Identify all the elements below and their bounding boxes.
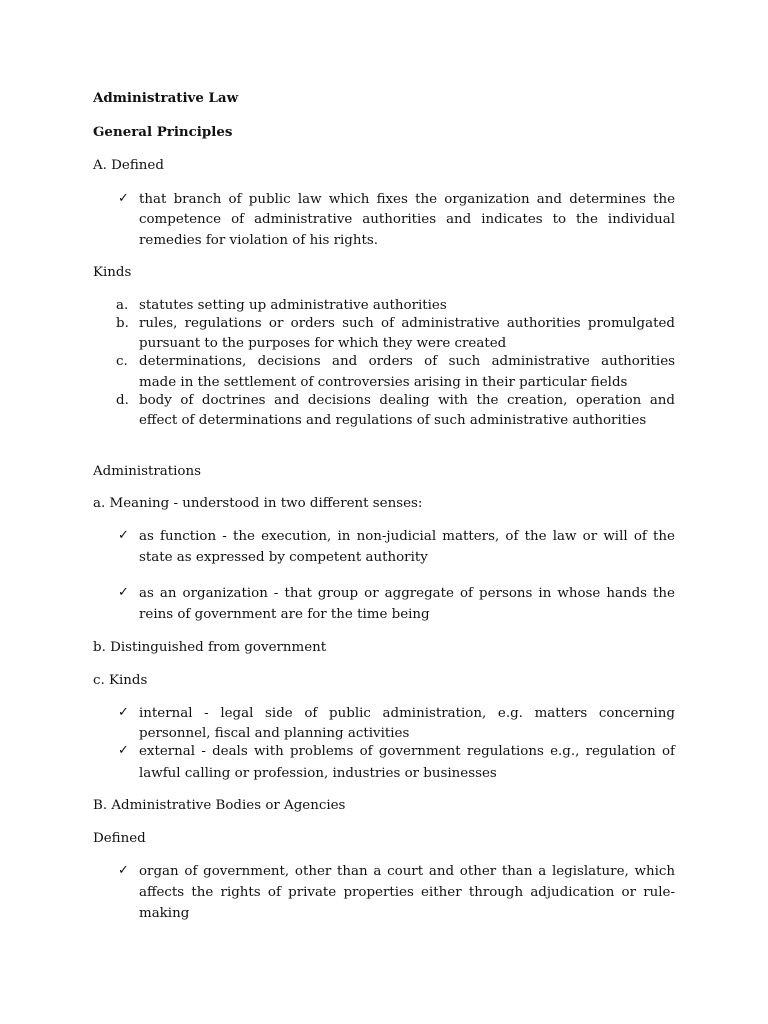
- kinds-heading: Kinds: [93, 265, 132, 280]
- kinds-subheading: c. Kinds: [93, 673, 148, 688]
- agency-definition-line: making: [139, 906, 190, 921]
- list-item-line: rules, regulations or orders such of administrative authorities promulgated: [139, 316, 675, 331]
- list-item-line: determinations, decisions and orders of such administrative authorities: [139, 354, 675, 369]
- list-letter: b.: [116, 316, 129, 331]
- list-letter: c.: [116, 354, 128, 369]
- meaning-line: state as expressed by competent authority: [139, 550, 428, 565]
- list-item-line: body of doctrines and decisions dealing with the creation, operation and: [139, 393, 675, 408]
- list-item-line: made in the settlement of controversies arising in their particular fields: [139, 375, 628, 390]
- check-icon: ✓: [118, 743, 129, 758]
- agency-definition-line: organ of government, other than a court and other than a legislature, which: [139, 864, 675, 879]
- definition-line: remedies for violation of his rights.: [139, 233, 379, 248]
- definition-line: competence of administrative authorities and indicates to the individual: [139, 212, 675, 227]
- section-b-heading: B. Administrative Bodies or Agencies: [93, 798, 346, 813]
- list-item-line: effect of determinations and regulations of such administrative authorities: [139, 413, 647, 428]
- agency-definition-line: affects the rights of private properties either through adjudication or rule-: [139, 885, 675, 900]
- kinds-line: personnel, fiscal and planning activities: [139, 726, 410, 741]
- list-item-line: pursuant to the purposes for which they were created: [139, 336, 507, 351]
- check-icon: ✓: [118, 705, 129, 720]
- document-subtitle: General Principles: [93, 124, 233, 140]
- section-a-heading: A. Defined: [93, 158, 164, 173]
- check-icon: ✓: [118, 528, 129, 543]
- meaning-line: reins of government are for the time being: [139, 607, 430, 622]
- kinds-line: internal - legal side of public administration, e.g. matters concerning: [139, 706, 675, 721]
- kinds-line: lawful calling or profession, industries or businesses: [139, 766, 497, 781]
- meaning-line: as function - the execution, in non-judicial matters, of the law or will of the: [139, 529, 675, 544]
- list-letter: d.: [116, 393, 129, 408]
- defined-heading: Defined: [93, 831, 146, 846]
- meaning-heading: a. Meaning - understood in two different senses:: [93, 496, 423, 511]
- check-icon: ✓: [118, 585, 129, 600]
- document-title: Administrative Law: [93, 90, 239, 106]
- kinds-line: external - deals with problems of government regulations e.g., regulation of: [139, 744, 675, 759]
- check-icon: ✓: [118, 191, 129, 206]
- list-letter: a.: [116, 298, 129, 313]
- meaning-line: as an organization - that group or aggregate of persons in whose hands the: [139, 586, 675, 601]
- definition-line: that branch of public law which fixes the organization and determines the: [139, 192, 675, 207]
- check-icon: ✓: [118, 863, 129, 878]
- distinguished-heading: b. Distinguished from government: [93, 640, 327, 655]
- list-item-line: statutes setting up administrative authorities: [139, 298, 447, 313]
- administrations-heading: Administrations: [93, 464, 201, 479]
